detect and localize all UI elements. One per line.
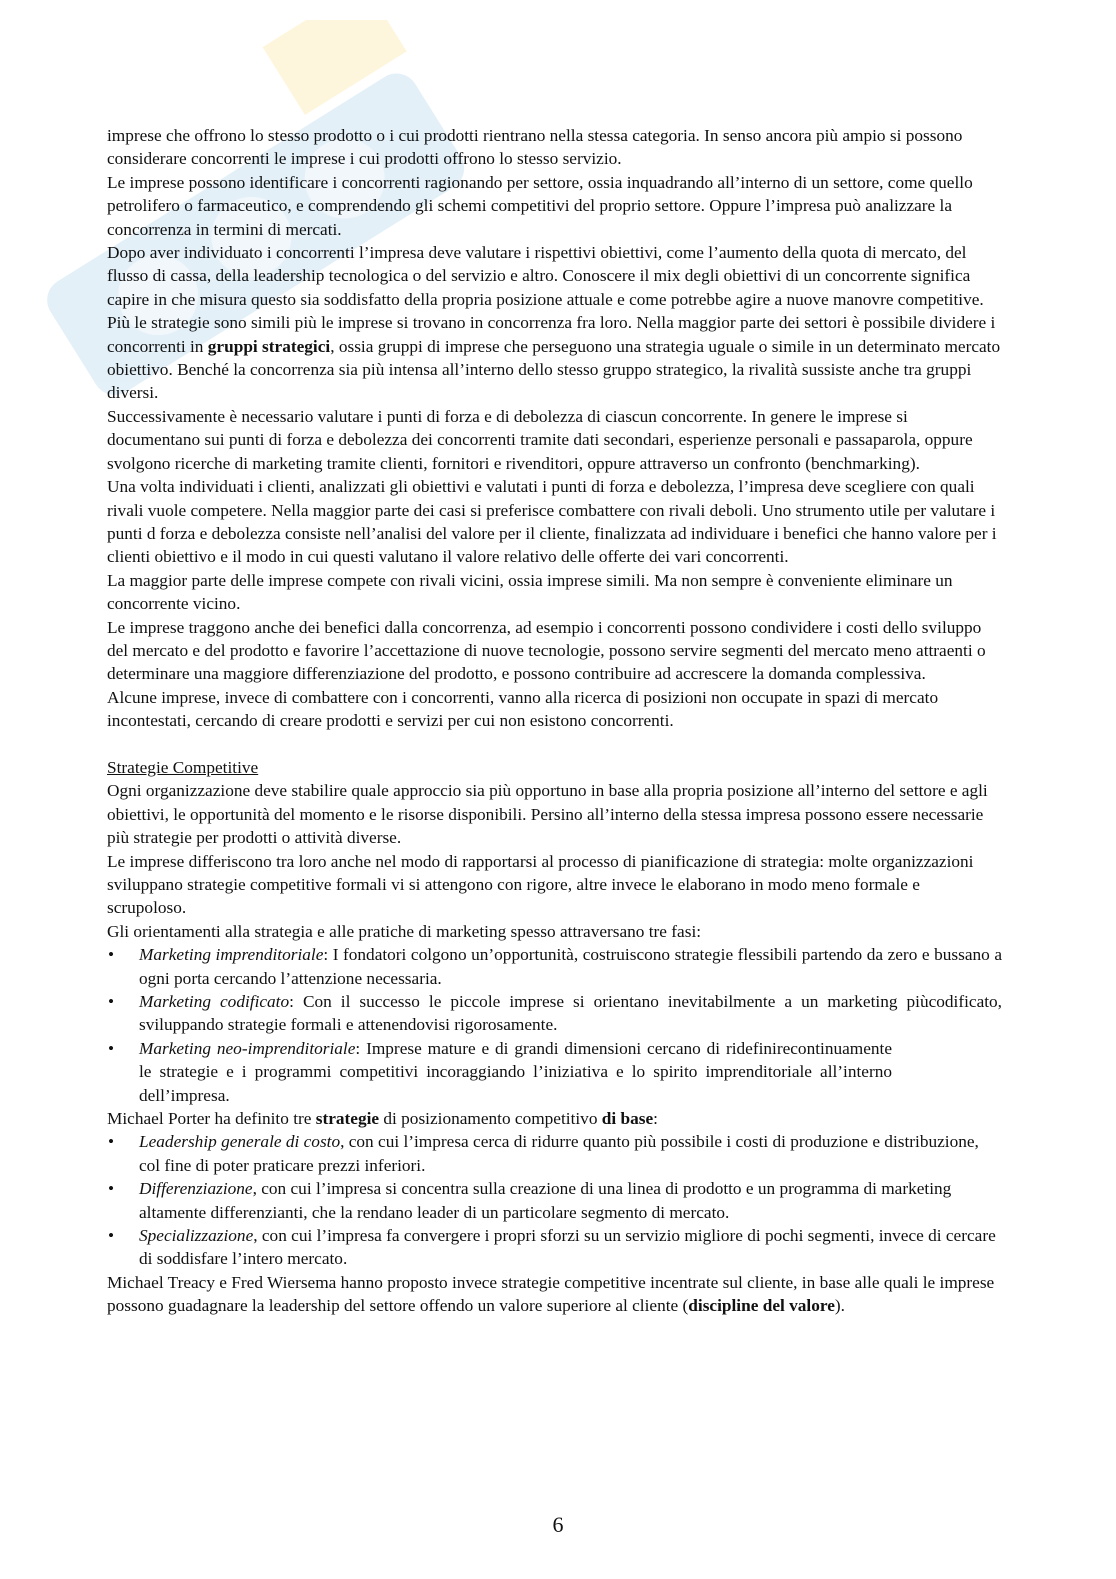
bold-term: gruppi strategici — [207, 336, 331, 356]
bold-term: discipline del valore — [688, 1296, 835, 1316]
list-item: • Marketing neo-imprenditoriale: Imprese mature e di grandi dimensioni cercano di ridefinirecontinuamente le strategie e i programmi competitivi incoraggiando l’iniziativa e lo spirito imprenditoriale all’interno dell’impresa. — [107, 1037, 1002, 1107]
document-body — [107, 124, 1002, 1318]
list-item: • Differenziazione, con cui l’impresa si concentra sulla creazione di una linea di prodotto e un programma di marketing altamente differenzianti, che la rendano leader di un particolare segmento di mercato. — [107, 1177, 1002, 1224]
body-paragraph: Le imprese traggono anche dei benefici dalla concorrenza, ad esempio i concorrenti possono condividere i costi dello sviluppo del mercato e del prodotto e favorire l’accettazione di nuove tecnologie, possono servire segmenti del mercato meno attraenti o determinare una maggiore differenziazione del prodotto, e possono contribuire ad accrescere la domanda complessiva. — [107, 617, 986, 684]
body-paragraph: Gli orientamenti alla strategia e alle pratiche di marketing spesso attraversano tre fasi: — [107, 921, 702, 941]
list-item: • Specializzazione, con cui l’impresa fa convergere i propri sforzi su un servizio migliore di pochi segmenti, invece di cercare di soddisfare l’intero mercato. — [107, 1224, 1002, 1271]
phases-list — [107, 943, 1002, 1107]
list-item: • Leadership generale di costo, con cui l’impresa cerca di ridurre quanto più possibile i costi di produzione e distribuzione, col fine di poter praticare prezzi inferiori. — [107, 1130, 1002, 1177]
body-paragraph: Dopo aver individuato i concorrenti l’impresa deve valutare i rispettivi obiettivi, come l’aumento della quota di mercato, del flusso di cassa, della leadership tecnologica o del servizio e altro. Conoscere il mix degli obiettivi di un concorrente significa capire in che misura questo sia soddisfatto della propria posizione attuale e come potrebbe agire a nuove manovre competitive. — [107, 243, 984, 309]
list-item: • Marketing imprenditoriale: I fondatori colgono un’opportunità, costruiscono strategie flessibili partendo da zero e bussano a ogni porta cercando l’attenzione necessaria. — [107, 943, 1002, 990]
body-paragraph: Le imprese differiscono tra loro anche nel modo di rapportarsi al processo di pianificazione di strategia: molte organizzazioni sviluppano strategie competitive formali vi si attengono con rigore, altre invece le elaborano in modo meno formale e scrupoloso. — [107, 851, 974, 918]
section-heading: Strategie Competitive — [107, 757, 259, 777]
body-paragraph: Le imprese possono identificare i concorrenti ragionando per settore, ossia inquadrando all’interno di un settore, come quello petrolifero o farmaceutico, e comprendendo gli schemi competitivi del proprio settore. Oppure l’impresa può analizzare la concorrenza in termini di mercati. — [107, 172, 973, 239]
body-paragraph: Michael Porter ha definito tre strategie di posizionamento competitivo di base: — [107, 1109, 658, 1129]
body-paragraph: Più le strategie sono simili più le imprese si trovano in concorrenza fra loro. Nella maggior parte dei settori è possibile dividere i concorrenti in gruppi strategici, ossia gruppi di imprese che perseguono una strategia uguale o simile in un determinato mercato obiettivo. Benché la concorrenza sia più intensa all’interno dello stesso gruppo strategico, la rivalità sussiste anche tra gruppi diversi. — [107, 313, 1001, 403]
page-number: 6 — [552, 1512, 564, 1537]
body-paragraph: Alcune imprese, invece di combattere con i concorrenti, vanno alla ricerca di posizioni non occupate in spazi di mercato incontestati, cercando di creare prodotti e servizi per cui non esistono concorrenti. — [107, 687, 939, 731]
body-paragraph: Successivamente è necessario valutare i punti di forza e di debolezza di ciascun concorrente. In genere le imprese si documentano sui punti di forza e debolezza dei concorrenti tramite dati secondari, esperienze personali e passaparola, oppure svolgono ricerche di marketing tramite clienti, fornitori e rivenditori, oppure attraverso un confronto (benchmarking). — [107, 406, 973, 473]
list-item: • Marketing codificato: Con il successo le piccole imprese si orientano inevitabilmente a un marketing piùcodificato, sviluppando strategie formali e attenendovisi rigorosamente. — [107, 990, 1002, 1037]
body-paragraph: Michael Treacy e Fred Wiersema hanno proposto invece strategie competitive incentrate sul cliente, in base alle quali le imprese possono guadagnare la leadership del settore offendo un valore superiore al cliente (discipline del valore). — [107, 1272, 995, 1316]
body-paragraph: Una volta individuati i clienti, analizzati gli obiettivi e valutati i punti di forza e debolezza, l’impresa deve scegliere con quali rivali vuole competere. Nella maggior parte dei casi si preferisce combattere con rivali deboli. Uno strumento utile per valutare i punti d forza e debolezza consiste nell’analisi del valore per il cliente, finalizzata ad individuare i benefici che hanno valore per i clienti obiettivo e il modo in cui questi valutano il valore relativo delle offerte dei vari concorrenti. — [107, 477, 997, 567]
porter-strategies-list — [107, 1130, 1002, 1270]
body-paragraph: Ogni organizzazione deve stabilire quale approccio sia più opportuno in base alla propria posizione all’interno del settore e agli obiettivi, le opportunità del momento e le risorse disponibili. Persino all’interno della stessa impresa possono essere necessarie più strategie per prodotti o attività diverse. — [107, 781, 988, 848]
body-paragraph: imprese che offrono lo stesso prodotto o i cui prodotti rientrano nella stessa categoria. In senso ancora più ampio si possono considerare concorrenti le imprese i cui prodotti offrono lo stesso servizio. — [107, 126, 963, 169]
body-paragraph: La maggior parte delle imprese compete con rivali vicini, ossia imprese simili. Ma non sempre è conveniente eliminare un concorrente vicino. — [107, 570, 953, 614]
